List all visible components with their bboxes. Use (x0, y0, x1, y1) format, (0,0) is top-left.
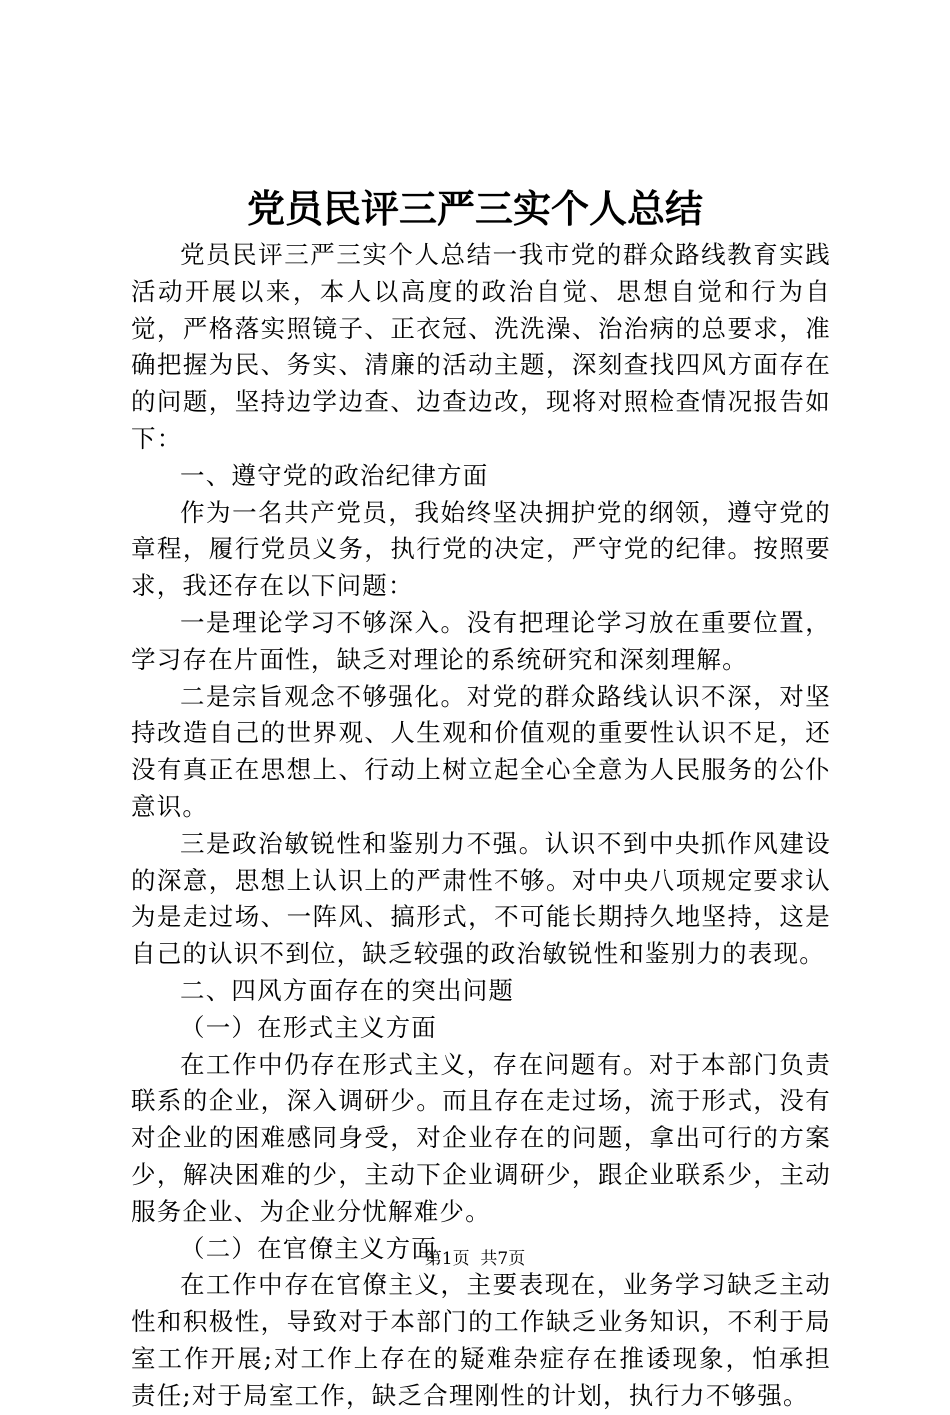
section-heading-1: 一、遵守党的政治纪律方面 (180, 460, 489, 490)
paragraph-bureaucracy: 在工作中存在官僚主义，主要表现在，业务学习缺乏主动性和积极性，导致对于本部门的工作缺乏业务知识，不利于局室工作开展;对工作上存在的疑难杂症存在推诿现象，怕承担责任;对于局室工作，缺乏合理刚性的计划，执行力不够强。 (131, 1270, 831, 1410)
subsection-heading-bureaucracy: （二）在官僚主义方面 (180, 1233, 437, 1263)
paragraph-issue-3: 三是政治敏锐性和鉴别力不强。认识不到中央抓作风建设的深意，思想上认识上的严肃性不够。对中央八项规定要求认为是走过场、一阵风、搞形式，不可能长期持久地坚持，这是自己的认识不到位，缺乏较强的政治敏锐性和鉴别力的表现。 (131, 828, 831, 969)
paragraph-issue-2: 二是宗旨观念不够强化。对党的群众路线认识不深，对坚持改造自己的世界观、人生观和价值观的重要性认识不足，还没有真正在思想上、行动上树立起全心全意为人民服务的公仆意识。 (131, 681, 831, 821)
document-title: 党员民评三严三实个人总结 (246, 186, 703, 231)
section-heading-2: 二、四风方面存在的突出问题 (180, 975, 515, 1005)
document-body (131, 237, 831, 1415)
page-footer (0, 1247, 950, 1271)
page-number: 第1页 共7页 (424, 1249, 526, 1269)
subsection-heading-formalism: （一）在形式主义方面 (180, 1012, 437, 1042)
paragraph-party-member: 作为一名共产党员，我始终坚决拥护党的纲领，遵守党的章程，履行党员义务，执行党的决定，严守党的纪律。按照要求，我还存在以下问题： (131, 497, 831, 601)
paragraph-formalism: 在工作中仍存在形式主义，存在问题有。对于本部门负责联系的企业，深入调研少。而且存在走过场，流于形式，没有对企业的困难感同身受，对企业存在的问题，拿出可行的方案少，解决困难的少，主动下企业调研少，跟企业联系少，主动服务企业、为企业分忧解难少。 (131, 1049, 831, 1226)
paragraph-intro: 党员民评三严三实个人总结一我市党的群众路线教育实践活动开展以来，本人以高度的政治自觉、思想自觉和行为自觉，严格落实照镜子、正衣冠、洗洗澡、治治病的总要求，准确把握为民、务实、清廉的活动主题，深刻查找四风方面存在的问题，坚持边学边查、边查边改，现将对照检查情况报告如下： (131, 240, 831, 453)
paragraph-issue-1: 一是理论学习不够深入。没有把理论学习放在重要位置，学习存在片面性，缺乏对理论的系统研究和深刻理解。 (131, 607, 831, 674)
